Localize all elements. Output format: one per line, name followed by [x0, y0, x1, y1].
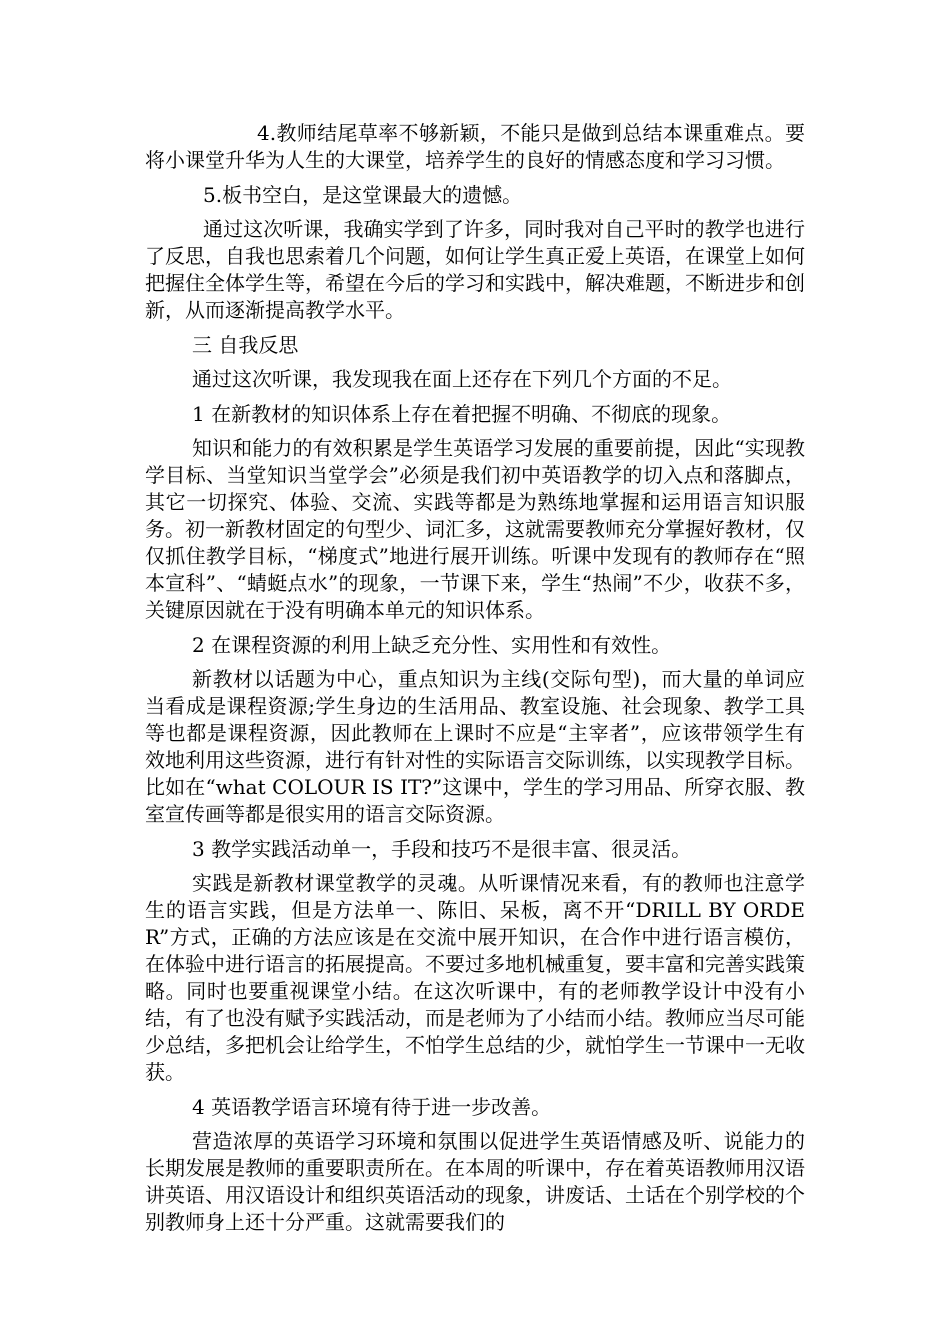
- paragraph-point-body-4: 营造浓厚的英语学习环境和氛围以促进学生英语情感及听、说能力的长期发展是教师的重要职责所在。在本周的听课中，存在着英语教师用汉语讲英语、用汉语设计和组织英语活动的现象，讲废话、土话在个别学校的个别教师身上还十分严重。这就需要我们的: [145, 1129, 805, 1234]
- paragraph-point-heading-2: 2 在课程资源的利用上缺乏充分性、实用性和有效性。: [192, 632, 672, 657]
- paragraph-point-heading-4: 4 英语教学语言环境有待于进一步改善。: [192, 1094, 552, 1119]
- document-page: [145, 120, 805, 1236]
- paragraph-point-5: 5.板书空白，是这堂课最大的遗憾。: [203, 182, 523, 207]
- paragraph-point-heading-3: 3 教学实践活动单一，手段和技巧不是很丰富、很灵活。: [192, 836, 692, 861]
- paragraph-point-body-2: 新教材以话题为中心，重点知识为主线(交际句型)，而大量的单词应当看成是课程资源;学生身边的生活用品、教室设施、社会现象、教学工具等也都是课程资源，因此教师在上课时不应是“主宰者”，应该带领学生有效地利用这些资源，进行有针对性的实际语言交际训练，以实现教学目标。比如在“what COLOUR IS IT?”这课中，学生的学习用品、所穿衣服、教室宣传画等都是很实用的语言交际资源。: [145, 667, 805, 826]
- paragraph-point-heading-1: 1 在新教材的知识体系上存在着把握不明确、不彻底的现象。: [192, 401, 732, 426]
- paragraph-summary: 通过这次听课，我确实学到了许多，同时我对自己平时的教学也进行了反思，自我也思索着几个问题，如何让学生真正爱上英语，在课堂上如何把握住全体学生等，希望在今后的学习和实践中，解决难题，不断进步和创新，从而逐渐提高教学水平。: [145, 217, 805, 322]
- section-heading-self-reflection: 三 自我反思: [192, 332, 299, 357]
- paragraph-point-4: 4.教师结尾草率不够新颖，不能只是做到总结本课重难点。要将小课堂升华为人生的大课堂，培养学生的良好的情感态度和学习习惯。: [145, 121, 805, 172]
- paragraph-reflection-intro: 通过这次听课，我发现我在面上还存在下列几个方面的不足。: [192, 367, 732, 391]
- paragraph-point-body-1: 知识和能力的有效积累是学生英语学习发展的重要前提，因此“实现教学目标、当堂知识当堂学会”必须是我们初中英语教学的切入点和落脚点，其它一切探究、体验、交流、实践等都是为熟练地掌握和运用语言知识服务。初一新教材固定的句型少、词汇多，这就需要教师充分掌握好教材，仅仅抓住教学目标，“梯度式”地进行展开训练。听课中发现有的教师存在“照本宣科”、“蜻蜓点水”的现象，一节课下来，学生“热闹”不少，收获不多，关键原因就在于没有明确本单元的知识体系。: [145, 436, 805, 622]
- paragraph-point-body-3: 实践是新教材课堂教学的灵魂。从听课情况来看，有的教师也注意学生的语言实践，但是方法单一、陈旧、呆板，离不开“DRILL BY ORDER”方式，正确的方法应该是在交流中展开知识，在合作中进行语言模仿，在体验中进行语言的拓展提高。不要过多地机械重复，要丰富和完善实践策略。同时也要重视课堂小结。在这次听课中，有的老师教学设计中没有小结，有了也没有赋予实践活动，而是老师为了小结而小结。教师应当尽可能少总结，多把机会让给学生，不怕学生总结的少，就怕学生一节课中一无收获。: [145, 871, 805, 1084]
